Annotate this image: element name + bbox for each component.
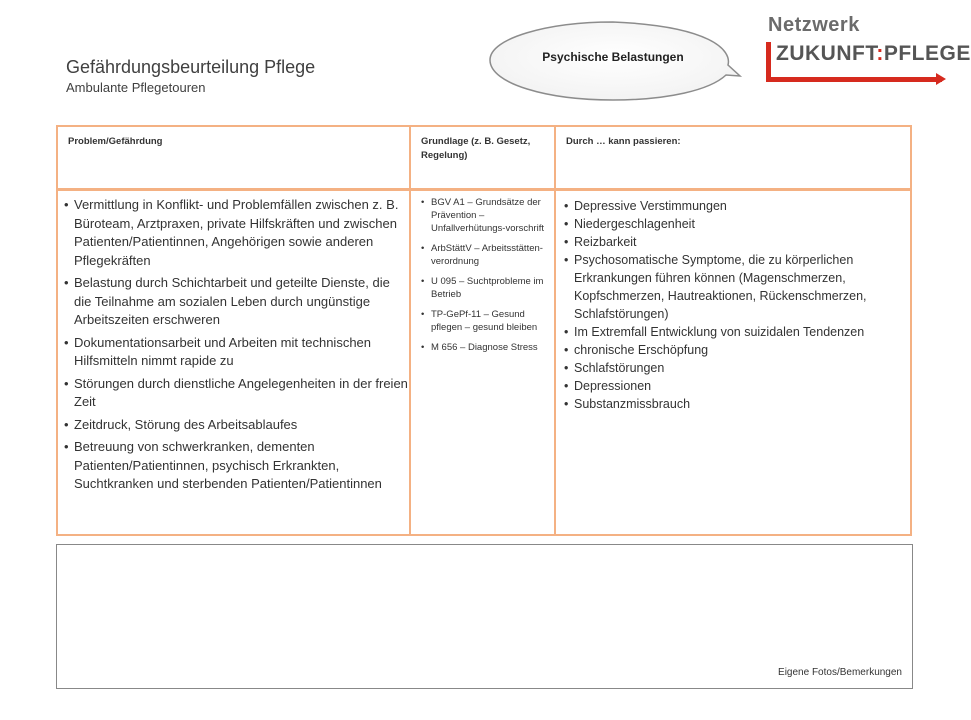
list-item: • Zeitdruck, Störung des Arbeitsablaufes: [64, 416, 409, 435]
table-header-row: [58, 127, 910, 191]
logo-bracket: [766, 42, 771, 82]
notes-label: Eigene Fotos/Bemerkungen: [778, 667, 902, 678]
consequences-list: [564, 197, 909, 413]
header-consequences: Durch … kann passieren:: [566, 136, 681, 147]
logo-netzwerk-zukunft-pflege: [766, 14, 971, 76]
notes-box[interactable]: [56, 544, 913, 689]
logo-underline: [766, 77, 942, 82]
list-item: • BGV A1 – Grundsätze der Prävention – Unfallverhütungs-vorschrift: [421, 196, 546, 235]
logo-top-text: Netzwerk: [768, 14, 860, 36]
list-item: • Störungen durch dienstliche Angelegenheiten in der freien Zeit: [64, 375, 409, 412]
page-title: Gefährdungsbeurteilung Pflege: [66, 57, 316, 77]
basis-column: [421, 191, 546, 361]
list-item: • Depressive Verstimmungen: [564, 197, 909, 215]
risk-table: [56, 125, 912, 536]
logo-colon: :: [876, 42, 884, 65]
list-item: • chronische Erschöpfung: [564, 341, 909, 359]
header-basis: Grundlage (z. B. Gesetz, Regelung): [421, 136, 531, 161]
consequences-column: [564, 191, 909, 413]
list-item: • Psychosomatische Symptome, die zu körperlichen Erkrankungen führen können (Magenschmerzen, Kopfschmerzen, Hautreaktionen, Rückenschmerzen, Schlafstörungen): [564, 251, 909, 323]
list-item: • ArbStättV – Arbeitsstätten-verordnung: [421, 242, 546, 268]
list-item: • Substanzmissbrauch: [564, 395, 909, 413]
list-item: • Depressionen: [564, 377, 909, 395]
title-block: [66, 55, 315, 97]
problems-list: [64, 196, 409, 494]
list-item: • Vermittlung in Konflikt- und Problemfällen zwischen z. B. Büroteam, Arztpraxen, private Hilfskräften und zwischen Patienten/Patientinnen, Angehörigen sowie anderen Pflegekräften: [64, 196, 409, 270]
logo-main-left: ZUKUNFT: [776, 42, 877, 65]
list-item: • Belastung durch Schichtarbeit und geteilte Dienste, die die Teilnahme am sozialen Leben durch ungünstige Arbeitszeiten erschweren: [64, 274, 409, 330]
list-item: • Reizbarkeit: [564, 233, 909, 251]
list-item: • M 656 – Diagnose Stress: [421, 341, 546, 354]
list-item: • Niedergeschlagenheit: [564, 215, 909, 233]
page-subtitle: Ambulante Pflegetouren: [66, 80, 206, 95]
speech-bubble-text: Psychische Belastungen: [542, 50, 684, 64]
list-item: • Betreuung von schwerkranken, dementen Patienten/Patientinnen, psychisch Erkrankten, Suchtkranken und sterbenden Patienten/Patientinnen: [64, 438, 409, 494]
logo-arrow-icon: [936, 73, 946, 85]
header-problem: Problem/Gefährdung: [68, 136, 163, 147]
speech-bubble: [488, 20, 738, 102]
list-item: • U 095 – Suchtprobleme im Betrieb: [421, 275, 546, 301]
basis-list: [421, 196, 546, 354]
logo-main-right: PFLEGE: [883, 42, 971, 65]
list-item: • Dokumentationsarbeit und Arbeiten mit technischen Hilfsmitteln nimmt rapide zu: [64, 334, 409, 371]
logo-main-text: [776, 42, 971, 66]
list-item: • TP-GePf-11 – Gesund pflegen – gesund bleiben: [421, 308, 546, 334]
list-item: • Schlafstörungen: [564, 359, 909, 377]
list-item: • Im Extremfall Entwicklung von suizidalen Tendenzen: [564, 323, 909, 341]
problems-column: [64, 191, 409, 498]
